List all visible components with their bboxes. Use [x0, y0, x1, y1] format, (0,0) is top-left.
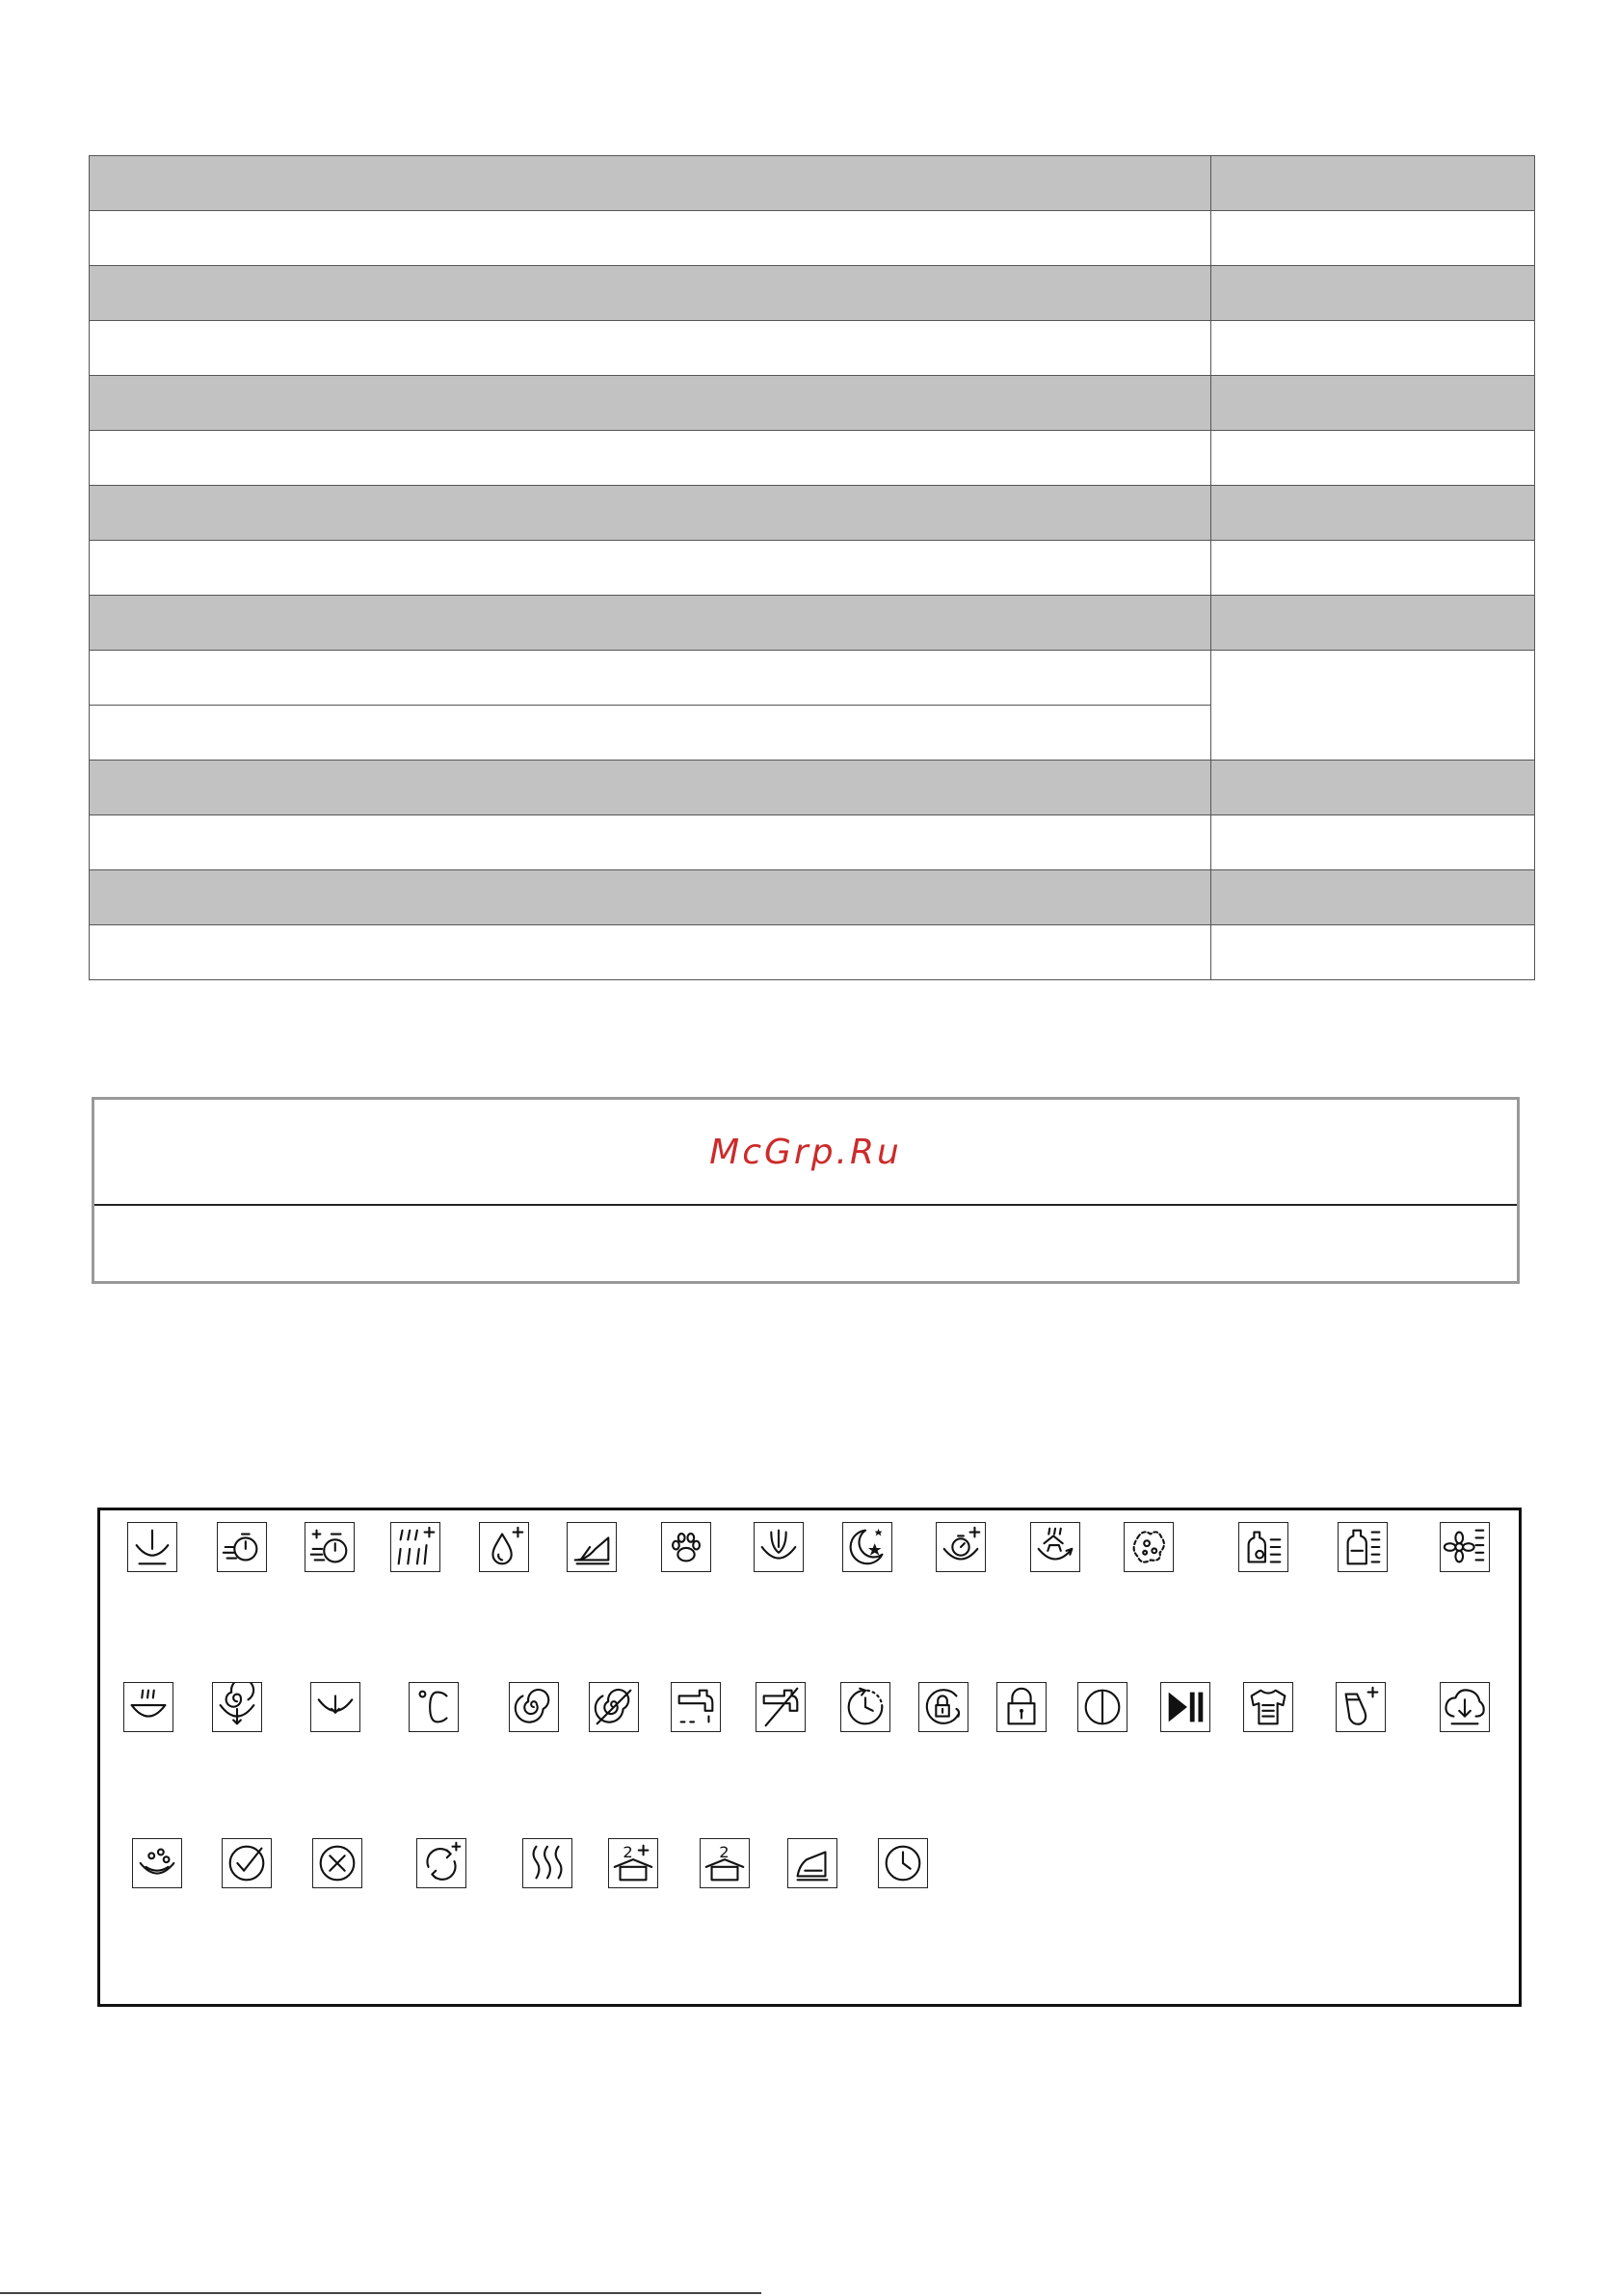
prewash-icon	[123, 1682, 173, 1732]
table-cell	[1211, 541, 1535, 596]
table-cell	[90, 156, 1211, 211]
table-cell	[90, 706, 1211, 761]
table-row	[90, 156, 1535, 211]
allergy-icon	[132, 1838, 182, 1888]
table-cell	[1211, 266, 1535, 321]
table-cell	[90, 761, 1211, 815]
table-row	[90, 870, 1535, 925]
table-row	[90, 321, 1535, 376]
table-cell-merged	[1211, 651, 1535, 761]
table-cell	[90, 541, 1211, 596]
table-cell	[90, 376, 1211, 431]
pet-paw-icon	[661, 1522, 711, 1572]
softener-icon	[1440, 1522, 1490, 1572]
table-cell	[1211, 431, 1535, 486]
table-cell	[90, 596, 1211, 651]
shirt-icon	[1243, 1682, 1293, 1732]
quick-wash-plus-icon	[305, 1522, 355, 1572]
hanger-plus-icon	[608, 1838, 658, 1888]
delay-timer-icon	[840, 1682, 890, 1732]
notice-box	[92, 1097, 1520, 1284]
table-cell	[90, 211, 1211, 266]
detergent-cold-icon	[1238, 1522, 1288, 1572]
table-row	[90, 431, 1535, 486]
icon-legend	[97, 1508, 1522, 2007]
table-cell	[1211, 870, 1535, 925]
lock-icon	[996, 1682, 1047, 1732]
svg-text:2: 2	[623, 1843, 633, 1862]
table-row	[90, 815, 1535, 870]
start-pause-icon	[1160, 1682, 1210, 1732]
soak-icon	[754, 1522, 804, 1572]
timer-plus-icon	[936, 1522, 986, 1572]
table-cell	[1211, 211, 1535, 266]
table-row	[90, 651, 1535, 706]
table-row	[90, 925, 1535, 980]
page-divider	[0, 2292, 761, 2294]
svg-text:2: 2	[719, 1843, 729, 1862]
table-cell	[1211, 376, 1535, 431]
table-cell	[90, 925, 1211, 980]
table-row	[90, 211, 1535, 266]
table-row	[90, 376, 1535, 431]
notice-header	[94, 1100, 1517, 1206]
rinse-plus-icon	[390, 1522, 440, 1572]
tap-icon	[671, 1682, 721, 1732]
table-row	[90, 266, 1535, 321]
spin-speed-icon	[509, 1682, 559, 1732]
steam-hygiene-icon	[1030, 1522, 1080, 1572]
table-row	[90, 596, 1535, 651]
child-lock-circle-icon	[918, 1682, 968, 1732]
table-cell	[90, 321, 1211, 376]
detergent-icon	[1338, 1522, 1388, 1572]
table-cell	[1211, 596, 1535, 651]
iron-easy-icon	[787, 1838, 837, 1888]
check-icon	[222, 1838, 272, 1888]
table-cell	[90, 870, 1211, 925]
iron-icon	[567, 1522, 617, 1572]
table-cell	[1211, 486, 1535, 541]
refresh-plus-icon	[416, 1838, 466, 1888]
cancel-icon	[312, 1838, 362, 1888]
table-cell	[90, 815, 1211, 870]
stain-icon	[1124, 1522, 1174, 1572]
table-cell	[1211, 815, 1535, 870]
water-plus-icon	[479, 1522, 529, 1572]
table-cell	[90, 431, 1211, 486]
temperature-icon	[409, 1682, 459, 1732]
download-icon	[1440, 1682, 1490, 1732]
table-cell	[1211, 321, 1535, 376]
quick-wash-icon	[217, 1522, 267, 1572]
table-cell	[90, 651, 1211, 706]
clock-icon	[878, 1838, 928, 1888]
table-cell	[1211, 761, 1535, 815]
table-cell	[90, 486, 1211, 541]
table-cell	[90, 266, 1211, 321]
power-icon	[1077, 1682, 1127, 1732]
spec-table	[89, 155, 1535, 980]
table-cell	[1211, 925, 1535, 980]
table-row	[90, 486, 1535, 541]
hanger-icon	[700, 1838, 750, 1888]
spin-icon	[212, 1682, 262, 1732]
heat-waves-icon	[522, 1838, 572, 1888]
drain-icon	[310, 1682, 360, 1732]
no-spin-icon	[589, 1682, 639, 1732]
night-icon	[842, 1522, 892, 1572]
no-tap-icon	[756, 1682, 806, 1732]
watermark: McGrp.Ru	[709, 1132, 902, 1172]
tub-icon	[127, 1522, 177, 1572]
table-cell	[1211, 156, 1535, 211]
sock-plus-icon	[1336, 1682, 1386, 1732]
table-row	[90, 761, 1535, 815]
table-row	[90, 541, 1535, 596]
